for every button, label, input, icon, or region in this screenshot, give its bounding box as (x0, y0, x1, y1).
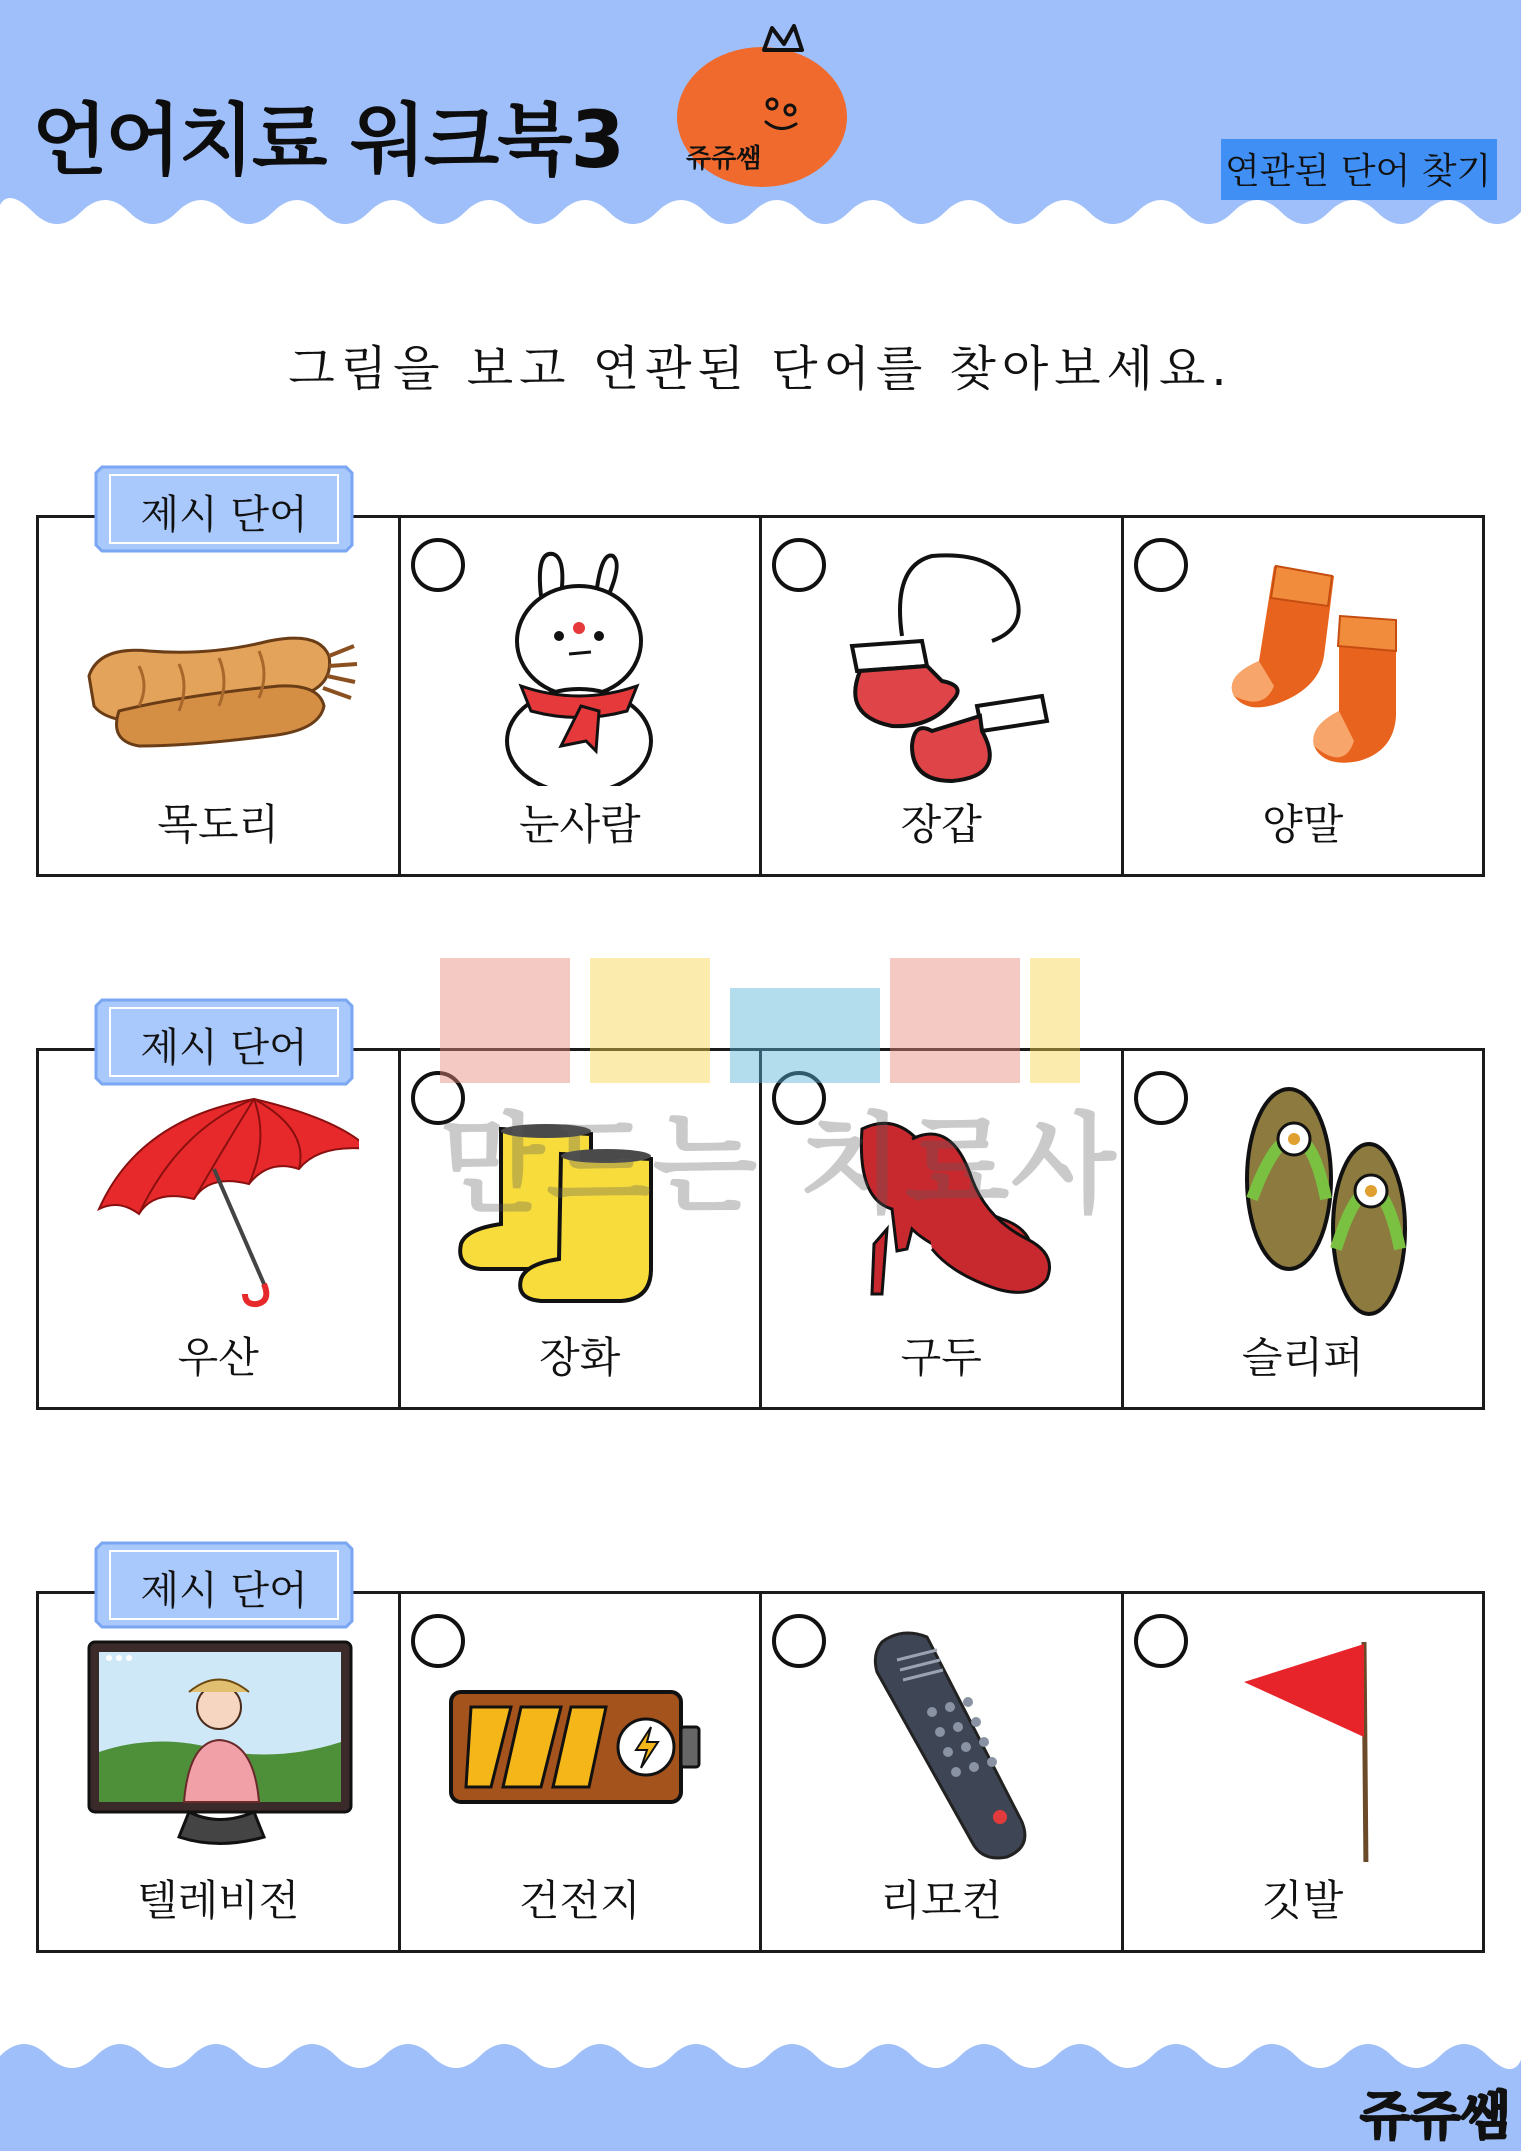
target-word-cell (39, 1051, 398, 1407)
tag-label: 제시 단어 (140, 1568, 308, 1614)
umbrella-icon (79, 1079, 359, 1319)
option-cell[interactable] (759, 1051, 1121, 1407)
word-label: 리모컨 (880, 1876, 1003, 1925)
battery-icon (441, 1622, 721, 1862)
word-row (36, 1591, 1485, 1953)
mittens-icon (802, 546, 1082, 786)
word-row (36, 515, 1485, 877)
rain-boots-icon (441, 1079, 721, 1319)
tag-label: 제시 단어 (140, 492, 308, 538)
word-group-3 (36, 1568, 1485, 1953)
word-row (36, 1048, 1485, 1410)
mascot-label: 쥬쥬쌤 (686, 144, 762, 174)
word-label: 구두 (900, 1333, 982, 1382)
word-label: 슬리퍼 (1241, 1333, 1364, 1382)
word-label: 우산 (177, 1333, 259, 1382)
option-cell[interactable] (398, 518, 760, 874)
word-label: 건전지 (518, 1876, 641, 1925)
option-cell[interactable] (1121, 1594, 1483, 1950)
target-word-cell (39, 518, 398, 874)
word-label: 양말 (1262, 800, 1344, 849)
television-icon (79, 1622, 359, 1862)
flag-icon (1164, 1622, 1444, 1862)
option-cell[interactable] (759, 1594, 1121, 1950)
option-cell[interactable] (759, 518, 1121, 874)
word-label: 장갑 (900, 800, 982, 849)
word-group-1 (36, 492, 1485, 877)
remote-control-icon (802, 1622, 1082, 1862)
option-cell[interactable] (1121, 1051, 1483, 1407)
flip-flops-icon (1164, 1079, 1444, 1319)
socks-icon (1164, 546, 1444, 786)
word-group-2 (36, 1025, 1485, 1410)
target-word-tag (92, 996, 356, 1088)
snowman-icon (441, 546, 721, 786)
word-label: 눈사람 (518, 800, 641, 849)
instruction-text: 그림을 보고 연관된 단어를 찾아보세요. (288, 341, 1233, 397)
word-label: 장화 (539, 1333, 621, 1382)
word-label: 목도리 (157, 800, 280, 849)
word-label: 텔레비전 (137, 1876, 300, 1925)
footer-logo: 쥬쥬쌤 (1360, 2087, 1511, 2147)
footer-banner (0, 2030, 1521, 2151)
target-word-tag (92, 463, 356, 555)
tag-label: 제시 단어 (140, 1025, 308, 1071)
workbook-title: 언어치료 워크북3 (32, 96, 623, 186)
option-cell[interactable] (398, 1051, 760, 1407)
word-label: 깃발 (1262, 1876, 1344, 1925)
watermark-text: 만드는 치료사 (440, 1103, 1118, 1228)
heels-icon (802, 1079, 1082, 1319)
option-cell[interactable] (1121, 518, 1483, 874)
target-word-cell (39, 1594, 398, 1950)
target-word-tag (92, 1539, 356, 1631)
topic-badge: 연관된 단어 찾기 (1221, 139, 1497, 200)
scarf-icon (79, 546, 359, 786)
option-cell[interactable] (398, 1594, 760, 1950)
